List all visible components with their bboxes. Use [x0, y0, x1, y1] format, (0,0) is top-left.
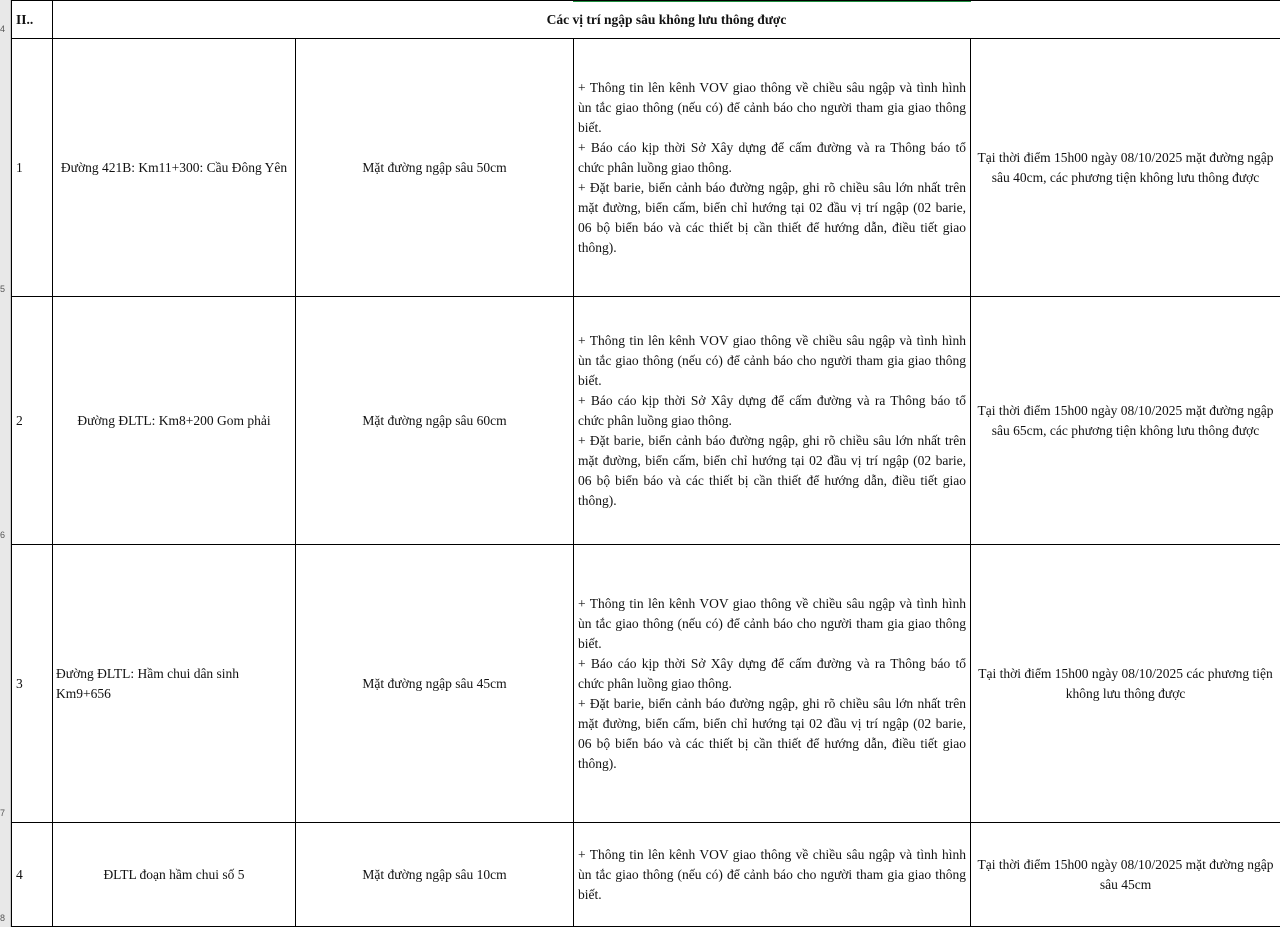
row-header-gutter [0, 0, 11, 927]
action-item: + Báo cáo kịp thời Sở Xây dựng để cấm đường và ra Thông báo tổ chức phân luồng giao thông. [578, 392, 966, 428]
row-number[interactable]: 6 [0, 530, 6, 540]
actions-cell[interactable] [574, 39, 971, 297]
index-cell[interactable]: 4 [12, 823, 53, 927]
action-item: + Báo cáo kịp thời Sở Xây dựng để cấm đường và ra Thông báo tổ chức phân luồng giao thông. [578, 655, 966, 691]
action-item: + Đặt barie, biển cảnh báo đường ngập, ghi rõ chiều sâu lớn nhất trên mặt đường, biển cấm, biển chỉ hướng tại 02 đầu vị trí ngập (02 barie, 06 bộ biển báo và các thiết bị cần thiết để hướng dẫn, điều tiết giao thông). [578, 695, 966, 771]
action-item: + Báo cáo kịp thời Sở Xây dựng để cấm đường và ra Thông báo tổ chức phân luồng giao thông. [578, 139, 966, 175]
location-cell[interactable]: Đường ĐLTL: Hầm chui dân sinh Km9+656 [53, 545, 296, 823]
section-title-cell[interactable]: Các vị trí ngập sâu không lưu thông được [53, 1, 1280, 39]
action-item: + Đặt barie, biển cảnh báo đường ngập, ghi rõ chiều sâu lớn nhất trên mặt đường, biển cấm, biển chỉ hướng tại 02 đầu vị trí ngập (02 barie, 06 bộ biển báo và các thiết bị cần thiết để hướng dẫn, điều tiết giao thông). [578, 179, 966, 255]
row-number[interactable]: 4 [0, 24, 6, 34]
actions-cell[interactable] [574, 297, 971, 545]
section-number-cell[interactable]: II.. [12, 1, 53, 39]
status-cell[interactable]: Tại thời điểm 15h00 ngày 08/10/2025 mặt đường ngập sâu 45cm [971, 823, 1280, 927]
depth-cell[interactable]: Mặt đường ngập sâu 45cm [296, 545, 574, 823]
table-row [12, 823, 1280, 927]
location-cell[interactable]: ĐLTL đoạn hầm chui số 5 [53, 823, 296, 927]
index-cell[interactable]: 2 [12, 297, 53, 545]
row-number[interactable]: 5 [0, 284, 6, 294]
depth-cell[interactable]: Mặt đường ngập sâu 50cm [296, 39, 574, 297]
status-cell[interactable]: Tại thời điểm 15h00 ngày 08/10/2025 mặt đường ngập sâu 40cm, các phương tiện không lưu thông được [971, 39, 1280, 297]
table-row [12, 545, 1280, 823]
depth-cell[interactable]: Mặt đường ngập sâu 60cm [296, 297, 574, 545]
status-cell[interactable]: Tại thời điểm 15h00 ngày 08/10/2025 các phương tiện không lưu thông được [971, 545, 1280, 823]
actions-cell[interactable] [574, 545, 971, 823]
row-number[interactable]: 7 [0, 808, 6, 818]
depth-cell[interactable]: Mặt đường ngập sâu 10cm [296, 823, 574, 927]
index-cell[interactable]: 3 [12, 545, 53, 823]
row-number[interactable]: 8 [0, 913, 6, 923]
action-item: + Thông tin lên kênh VOV giao thông về chiều sâu ngập và tình hình ùn tắc giao thông (nếu có) để cảnh báo cho người tham gia giao thông biết. [578, 846, 966, 902]
table-row [12, 39, 1280, 297]
action-item: + Đặt barie, biển cảnh báo đường ngập, ghi rõ chiều sâu lớn nhất trên mặt đường, biển cấm, biển chỉ hướng tại 02 đầu vị trí ngập (02 barie, 06 bộ biển báo và các thiết bị cần thiết để hướng dẫn, điều tiết giao thông). [578, 432, 966, 508]
index-cell[interactable]: 1 [12, 39, 53, 297]
status-cell[interactable]: Tại thời điểm 15h00 ngày 08/10/2025 mặt đường ngập sâu 65cm, các phương tiện không lưu thông được [971, 297, 1280, 545]
action-item: + Thông tin lên kênh VOV giao thông về chiều sâu ngập và tình hình ùn tắc giao thông (nếu có) để cảnh báo cho người tham gia giao thông biết. [578, 332, 966, 388]
table-row [12, 297, 1280, 545]
location-cell[interactable]: Đường 421B: Km11+300: Cầu Đông Yên [53, 39, 296, 297]
action-item: + Thông tin lên kênh VOV giao thông về chiều sâu ngập và tình hình ùn tắc giao thông (nếu có) để cảnh báo cho người tham gia giao thông biết. [578, 79, 966, 135]
spreadsheet-table [11, 0, 1280, 927]
actions-cell[interactable] [574, 823, 971, 927]
location-cell[interactable]: Đường ĐLTL: Km8+200 Gom phải [53, 297, 296, 545]
section-header-row [12, 1, 1280, 39]
action-item: + Thông tin lên kênh VOV giao thông về chiều sâu ngập và tình hình ùn tắc giao thông (nếu có) để cảnh báo cho người tham gia giao thông biết. [578, 595, 966, 651]
